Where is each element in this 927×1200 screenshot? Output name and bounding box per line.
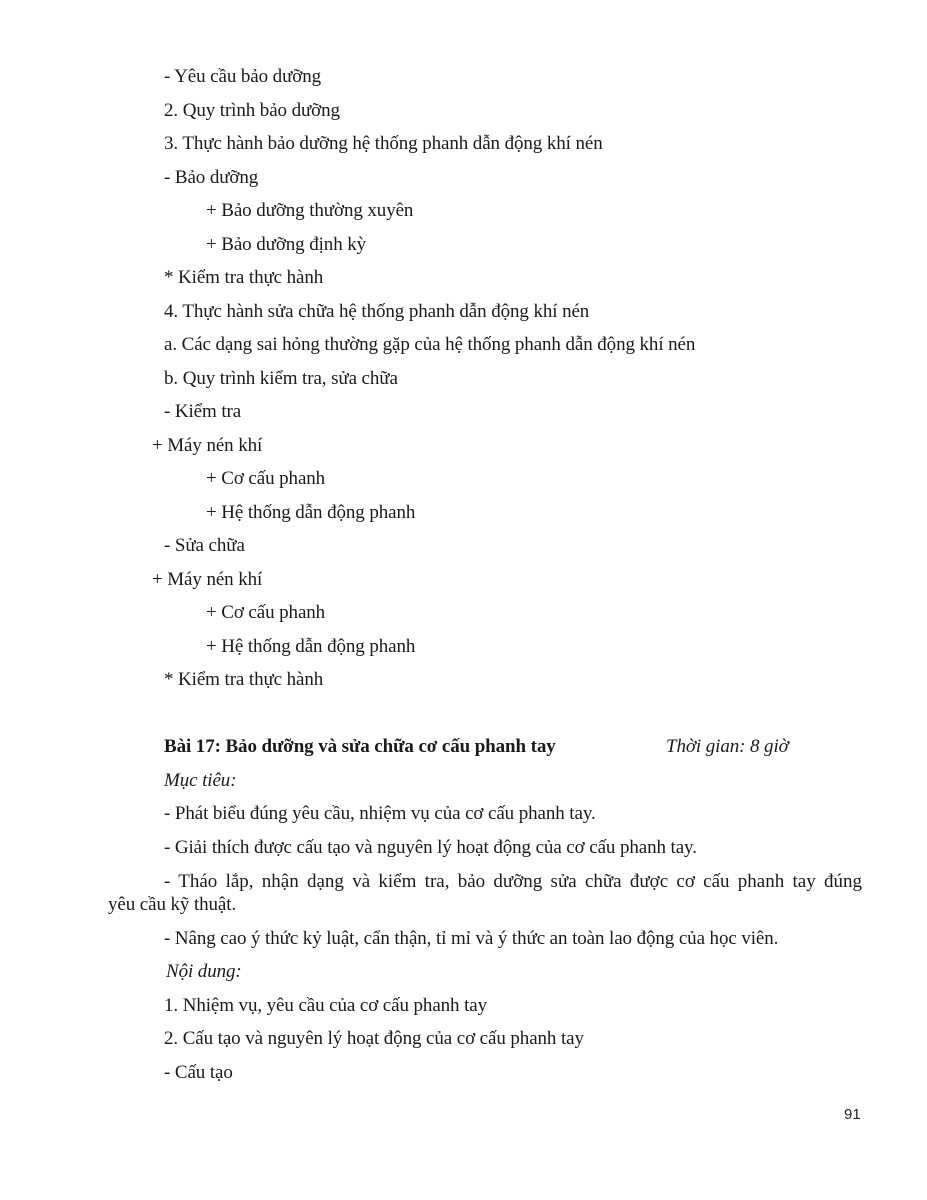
content-item: 1. Nhiệm vụ, yêu cầu của cơ cấu phanh tay: [164, 995, 488, 1016]
text-line: 4. Thực hành sửa chữa hệ thống phanh dẫn động khí nén: [164, 301, 590, 322]
objective-item: - Giải thích được cấu tạo và nguyên lý hoạt động của cơ cấu phanh tay.: [164, 837, 697, 858]
text-line: * Kiểm tra thực hành: [164, 669, 324, 690]
content-item: 2. Cấu tạo và nguyên lý hoạt động của cơ cấu phanh tay: [164, 1028, 584, 1049]
text-line: + Hệ thống dẫn động phanh: [206, 636, 416, 657]
text-line: + Máy nén khí: [152, 569, 263, 590]
text-line: + Hệ thống dẫn động phanh: [206, 502, 416, 523]
text-line: + Cơ cấu phanh: [206, 468, 326, 489]
text-line: 3. Thực hành bảo dưỡng hệ thống phanh dẫn động khí nén: [164, 133, 603, 154]
lesson-time: Thời gian: 8 giờ: [666, 736, 789, 757]
objective-item: - Nâng cao ý thức kỷ luật, cẩn thận, tỉ mỉ và ý thức an toàn lao động của học viên.: [164, 928, 779, 949]
objective-item: - Tháo lắp, nhận dạng và kiểm tra, bảo dưỡng sửa chữa được cơ cấu phanh tay đúng: [164, 871, 862, 892]
text-line: - Kiểm tra: [164, 401, 242, 422]
page-number: 91: [844, 1106, 861, 1123]
objectives-label: Mục tiêu:: [164, 770, 237, 791]
text-line: + Bảo dưỡng thường xuyên: [206, 200, 414, 221]
objective-item: - Phát biểu đúng yêu cầu, nhiệm vụ của cơ cấu phanh tay.: [164, 803, 596, 824]
content-item: - Cấu tạo: [164, 1062, 233, 1083]
text-line: + Bảo dưỡng định kỳ: [206, 234, 367, 255]
content-label: Nội dung:: [166, 961, 242, 982]
text-line: b. Quy trình kiểm tra, sửa chữa: [164, 368, 398, 389]
text-line: 2. Quy trình bảo dưỡng: [164, 100, 340, 121]
text-line: * Kiểm tra thực hành: [164, 267, 324, 288]
text-line: a. Các dạng sai hỏng thường gặp của hệ thống phanh dẫn động khí nén: [164, 334, 696, 355]
text-line: - Sửa chữa: [164, 535, 245, 556]
text-line: + Máy nén khí: [152, 435, 263, 456]
text-line: + Cơ cấu phanh: [206, 602, 326, 623]
objective-item-continuation: yêu cầu kỹ thuật.: [108, 894, 237, 915]
lesson-title: Bài 17: Bảo dưỡng và sửa chữa cơ cấu phanh tay: [164, 736, 556, 757]
text-line: - Bảo dưỡng: [164, 167, 259, 188]
text-line: - Yêu cầu bảo dưỡng: [164, 66, 322, 87]
